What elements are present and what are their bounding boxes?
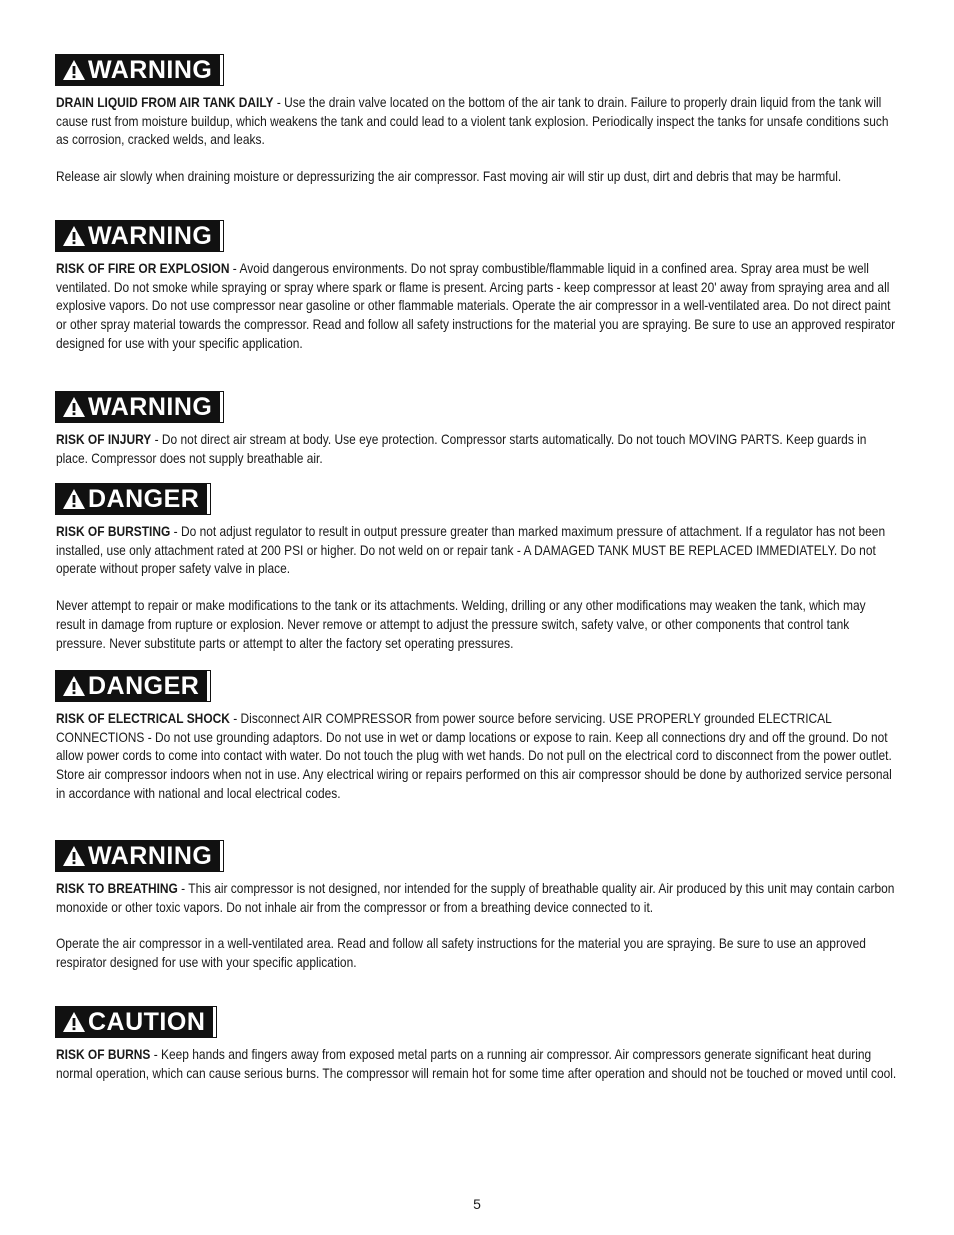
safety-paragraph xyxy=(56,168,898,187)
hazard-heading: RISK OF ELECTRICAL SHOCK xyxy=(56,711,230,726)
warning-section-fire xyxy=(56,221,898,354)
caution-section-burns xyxy=(56,1007,898,1083)
safety-paragraph xyxy=(56,431,898,468)
paragraph-text: - This air compressor is not designed, nor intended for the supply of breathable quality air. Air produced by this unit may contain carbon monoxide or other toxic vapors. Do not inhale air from the compressor or from a breathing device connected to it. xyxy=(56,881,895,915)
signal-word: DANGER xyxy=(88,485,200,513)
warning-triangle-icon xyxy=(62,845,86,867)
paragraph-text: - Do not direct air stream at body. Use eye protection. Compressor starts automatically. Do not touch MOVING PARTS. Keep guards in place. Compressor does not supply breathable air. xyxy=(56,432,867,466)
hazard-heading: RISK OF INJURY xyxy=(56,432,152,447)
hazard-heading: RISK OF BURSTING xyxy=(56,524,171,539)
warning-triangle-icon xyxy=(62,396,86,418)
danger-section-bursting xyxy=(56,484,898,653)
safety-paragraph xyxy=(56,880,898,917)
warning-triangle-icon xyxy=(62,1011,86,1033)
warning-triangle-icon xyxy=(62,675,86,697)
safety-paragraph xyxy=(56,710,898,804)
warning-section-injury xyxy=(56,392,898,468)
signal-word: WARNING xyxy=(88,222,213,250)
signal-word-badge xyxy=(56,221,223,251)
hazard-heading: RISK OF BURNS xyxy=(56,1047,151,1062)
warning-section-breathing xyxy=(56,841,898,973)
paragraph-text: - Do not adjust regulator to result in output pressure greater than marked maximum pressure of attachment. If a regulator has not been installed, use only attachment rated at 200 PSI or higher. Do not weld on or repair tank - A DAMAGED TANK MUST BE REPLACED IMMEDIATELY. Do not operate without proper safety valve in place. xyxy=(56,524,886,577)
paragraph-text: - Disconnect AIR COMPRESSOR from power source before servicing. USE PROPERLY grounded ELECTRICAL CONNECTIONS - Do not use grounding adaptors. Do not use in wet or damp locations or expose to rain. Keep all connections dry and off the ground. Do not allow power cords to come into contact with water. Do not touch the plug with wet hands. Do not pull on the electrical cord to disconnect from the power outlet. Store air compressor indoors when not in use. Any electrical wiring or repairs performed on this air compressor should be done by authorized service personal in accordance with national and local electrical codes. xyxy=(56,711,892,801)
warning-triangle-icon xyxy=(62,225,86,247)
safety-paragraph xyxy=(56,523,898,579)
safety-paragraph xyxy=(56,1046,898,1083)
signal-word-badge xyxy=(56,841,223,871)
signal-word: DANGER xyxy=(88,672,200,700)
paragraph-text: - Keep hands and fingers away from exposed metal parts on a running air compressor. Air compressors generate significant heat during normal operation, which can cause serious burns. The compressor will remain hot for some time after operation and should not be touched or moved until cool. xyxy=(56,1047,897,1081)
paragraph-text: Operate the air compressor in a well-ventilated area. Read and follow all safety instructions for the material you are spraying. Be sure to use an approved respirator designed for use with your specific application. xyxy=(56,936,866,971)
page-number: 5 xyxy=(473,1196,481,1212)
signal-word: WARNING xyxy=(88,393,213,421)
hazard-heading: RISK TO BREATHING xyxy=(56,881,178,896)
warning-triangle-icon xyxy=(62,59,86,81)
signal-word: CAUTION xyxy=(88,1008,206,1036)
paragraph-text: Never attempt to repair or make modifications to the tank or its attachments. Welding, drilling or any other modifications may weaken the tank, which may result in damage from rupture or explosion. Never remove or attempt to adjust the pressure switch, safety valve, or other components that control tank pressure. Never substitute parts or attempt to alter the factory set operating pressures. xyxy=(56,598,866,651)
warning-triangle-icon xyxy=(62,488,86,510)
signal-word-badge xyxy=(56,392,223,422)
safety-paragraph xyxy=(56,935,898,972)
signal-word-badge xyxy=(56,484,210,514)
paragraph-text: - Use the drain valve located on the bottom of the air tank to drain. Failure to properly drain liquid from the tank will cause rust from moisture buildup, which weakens the tank and could lead to a violent tank explosion. Periodically inspect the tanks for unsafe conditions such as corrosion, cracked welds, and leaks. xyxy=(56,95,889,148)
safety-paragraph xyxy=(56,260,898,354)
signal-word-badge xyxy=(56,55,223,85)
danger-section-electrical xyxy=(56,671,898,804)
hazard-heading: DRAIN LIQUID FROM AIR TANK DAILY xyxy=(56,95,274,110)
paragraph-text: - Avoid dangerous environments. Do not spray combustible/flammable liquid in a confined area. Spray area must be well ventilated. Do not smoke while spraying or spray where spark or flame is present. Arcing parts - keep compressor at least 20' away from spraying area and all explosive vapors. Do not use compressor near gasoline or other flammable materials. Operate the air compressor in a well-ventilated area. Do not direct paint or other spray material towards the compressor. Read and follow all safety instructions for the material you are spraying. Be sure to use an approved respirator designed for use with your specific application. xyxy=(56,261,896,351)
warning-section-drain xyxy=(56,55,898,187)
safety-paragraph xyxy=(56,94,898,150)
safety-paragraph xyxy=(56,597,898,653)
signal-word: WARNING xyxy=(88,56,213,84)
signal-word-badge xyxy=(56,1007,216,1037)
signal-word: WARNING xyxy=(88,842,213,870)
signal-word-badge xyxy=(56,671,210,701)
paragraph-text: Release air slowly when draining moisture or depressurizing the air compressor. Fast moving air will stir up dust, dirt and debris that may be harmful. xyxy=(56,169,842,185)
hazard-heading: RISK OF FIRE OR EXPLOSION xyxy=(56,261,230,276)
